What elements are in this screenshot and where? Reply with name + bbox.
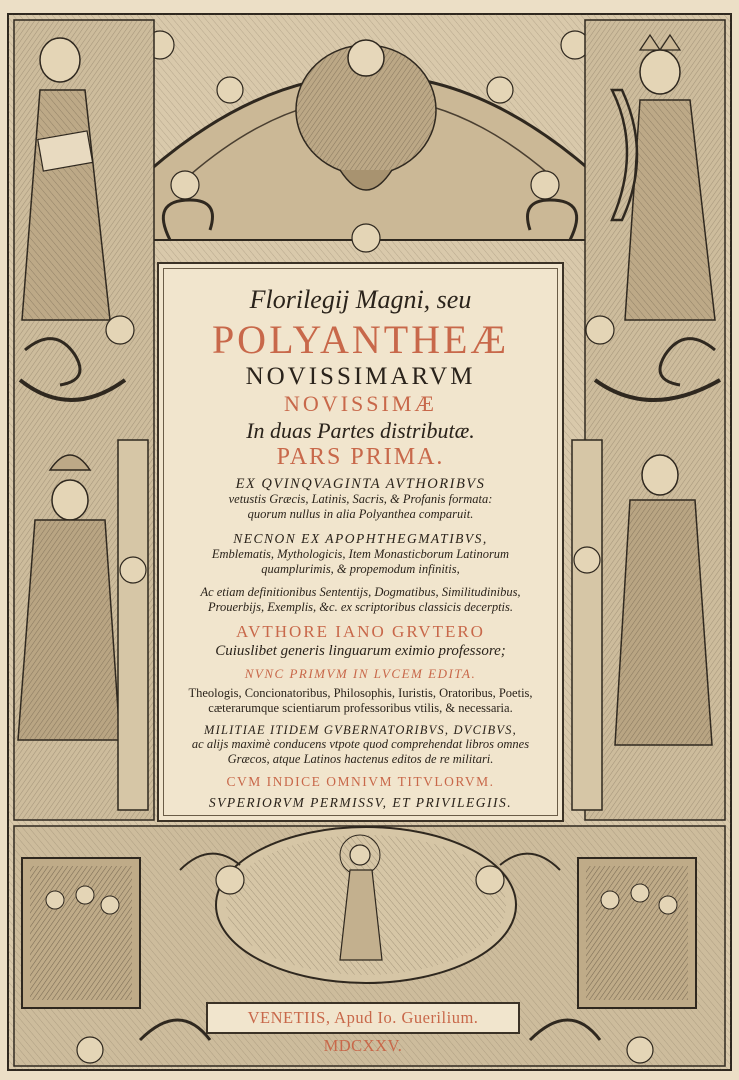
title-line-authore: AVTHORE IANO GRVTERO: [236, 621, 485, 641]
title-line-in-duas-partes: In duas Partes distributæ.: [246, 418, 475, 444]
title-line-cum-indice: CVM INDICE OMNIVM TITVLORVM.: [226, 774, 495, 790]
title-cartouche: [157, 262, 564, 822]
title-line-militiae: MILITIAE ITIDEM GVBERNATORIBVS, DVCIBVS,: [204, 722, 517, 737]
title-line-prouerbijs: Prouerbijs, Exemplis, &c. ex scriptoribus classicis decerptis.: [207, 599, 514, 614]
title-line-ac-aliis: ac alijs maximè conducens vtpote quod comprehendat libros omnes: [191, 737, 530, 752]
title-line-vetustis: vetustis Græcis, Latinis, Sacris, & Profanis formata:: [228, 492, 493, 507]
title-line-novissimae: NOVISSIMÆ: [284, 391, 437, 417]
left-column: [14, 20, 154, 820]
title-line-quorum: quorum nullus in alia Polyanthea comparuit.: [247, 507, 474, 522]
title-line-cuiuslibet: Cuiuslibet generis linguarum eximio professore;: [215, 643, 506, 660]
title-line-quamplurimis: quamplurimis, & propemodum infinitis,: [261, 561, 460, 576]
title-line-novissimarum: NOVISSIMARVM: [245, 363, 476, 391]
title-line-polyantheae: POLYANTHEÆ: [211, 317, 510, 363]
title-line-pars-prima: PARS PRIMA.: [276, 443, 445, 470]
imprint-tablet: VENETIIS, Apud Io. Guerilium. MDCXXV.: [206, 1002, 520, 1034]
title-line-theologis: Theologis, Concionatoribus, Philosophis, Iuristis, Oratoribus, Poetis,: [188, 686, 533, 701]
title-line-ac-etiam: Ac etiam definitionibus Sententijs, Dogmatibus, Similitudinibus,: [200, 584, 521, 599]
title-line-ex-quinquaginta: EX QVINQVAGINTA AVTHORIBVS: [235, 475, 486, 492]
title-line-emblematis: Emblematis, Mythologicis, Item Monasticborum Latinorum: [211, 546, 510, 561]
right-column: [572, 20, 725, 820]
title-line-graecos: Græcos, atque Latinos hactenus editos de re militari.: [227, 752, 494, 767]
title-line-florilegii: Florilegij Magni, seu: [249, 285, 472, 314]
title-line-nunc-primum: NVNC PRIMVM IN LVCEM EDITA.: [244, 666, 477, 682]
title-line-caeterarumque: cæterarumque scientiarum professoribus vtilis, & necessaria.: [208, 700, 513, 715]
title-line-necnon: NECNON EX APOPHTHEGMATIBVS,: [233, 531, 488, 547]
title-line-superiorum: SVPERIORVM PERMISSV, ET PRIVILEGIIS.: [208, 795, 513, 811]
